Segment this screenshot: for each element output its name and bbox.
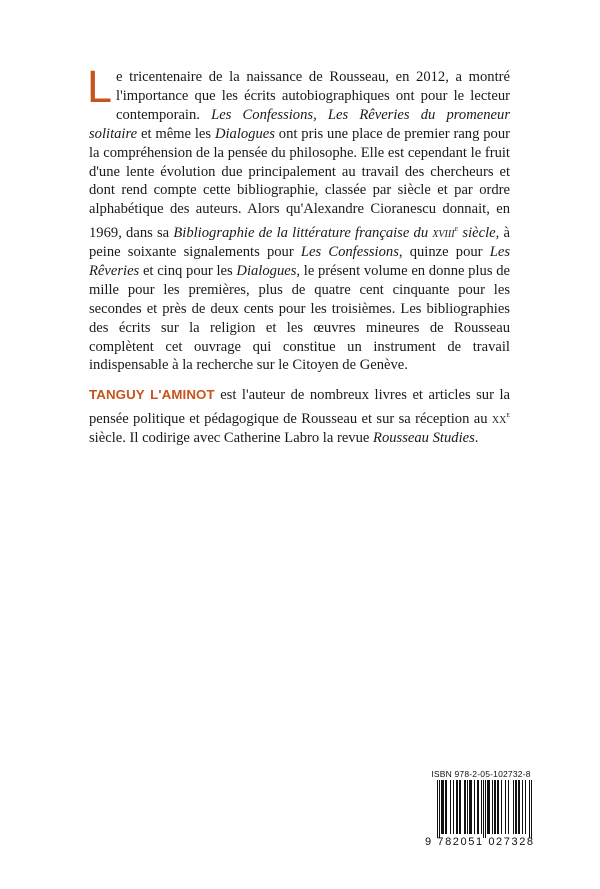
isbn-label: ISBN 978-2-05-102732-8 bbox=[431, 769, 531, 779]
barcode-bar bbox=[492, 780, 493, 834]
blurb-text-5: , quinze pour bbox=[398, 244, 490, 261]
barcode-bar bbox=[465, 780, 466, 834]
author-century bbox=[491, 408, 510, 427]
journal-title: Rousseau Studies bbox=[373, 429, 475, 446]
barcode-bar bbox=[516, 780, 517, 834]
blurb-century-word: siècle bbox=[458, 225, 496, 242]
author-bio bbox=[89, 386, 510, 448]
barcode-bar bbox=[497, 780, 498, 834]
ean-number: 9 782051 027328 bbox=[425, 836, 535, 848]
barcode-bar bbox=[439, 780, 440, 838]
blurb-text-2: et même les bbox=[137, 125, 215, 142]
barcode-bar bbox=[515, 780, 516, 834]
barcode-bar bbox=[485, 780, 486, 838]
barcode-bar bbox=[460, 780, 461, 834]
barcode-bar bbox=[478, 780, 479, 834]
blurb-text-4: , à peine soixante signalements pour bbox=[89, 225, 510, 261]
barcode-bars bbox=[425, 780, 537, 840]
blurb-title-6: Dialogues bbox=[236, 262, 297, 279]
barcode bbox=[425, 769, 537, 847]
blurb-century bbox=[432, 225, 458, 241]
barcode-bar bbox=[477, 780, 478, 834]
barcode-bar bbox=[442, 780, 443, 834]
blurb-title-3: Bibliographie de la littérature française du bbox=[173, 225, 433, 242]
blurb-text-7: , le présent volume en donne plus de mille pour les premières, plus de quatre cent cinquante pour les secondes et près de deux cents pour les troisièmes. Les bibliographies des écrits sur la religion et les œuvres mineures de Rousseau complètent cet ouvrage qui constitue un instrument de travail indispensable à la recherche sur le Citoyen de Genève. bbox=[89, 262, 510, 374]
barcode-bar bbox=[498, 780, 499, 834]
barcode-bar bbox=[443, 780, 444, 834]
barcode-bar bbox=[531, 780, 532, 838]
author-century-numeral: xx bbox=[491, 410, 507, 427]
barcode-bar bbox=[445, 780, 446, 834]
barcode-bar bbox=[529, 780, 530, 838]
barcode-bar bbox=[513, 780, 514, 834]
barcode-bar bbox=[519, 780, 520, 834]
barcode-bar bbox=[441, 780, 442, 834]
barcode-bar bbox=[457, 780, 458, 834]
author-text-2: siècle. Il codirige avec Catherine Labro la revue bbox=[89, 429, 374, 446]
blurb-text-6: et cinq pour les bbox=[139, 262, 237, 279]
barcode-bar bbox=[483, 780, 484, 838]
barcode-bar bbox=[488, 780, 489, 834]
author-text-1: est l'auteur de nombreux livres et articles sur la pensée politique et pédagogique de Rousseau et sur sa réception au bbox=[89, 387, 510, 427]
barcode-bar bbox=[481, 780, 482, 834]
barcode-bar bbox=[522, 780, 523, 834]
barcode-bar bbox=[464, 780, 465, 834]
barcode-bar bbox=[489, 780, 490, 834]
blurb-century-sup: e bbox=[454, 223, 459, 234]
barcode-bar bbox=[501, 780, 502, 834]
drop-cap: L bbox=[87, 61, 113, 112]
blurb-text-1: e tricentenaire de la naissance de Rousseau, en 2012, a montré l'importance que les écrits autobiographiques ont pour le lecteur contemporain. bbox=[116, 69, 510, 123]
barcode-bar bbox=[487, 780, 488, 834]
author-text-3: . bbox=[474, 429, 479, 446]
barcode-bar bbox=[467, 780, 468, 834]
barcode-bar bbox=[474, 780, 475, 834]
barcode-bar bbox=[494, 780, 495, 834]
barcode-bar bbox=[453, 780, 454, 834]
blurb-title-1: Les Confessions, Les Rêveries du promeneur solitaire bbox=[89, 106, 510, 142]
barcode-bar bbox=[525, 780, 526, 834]
barcode-bar bbox=[495, 780, 496, 834]
barcode-bar bbox=[469, 780, 470, 834]
barcode-bar bbox=[450, 780, 451, 834]
blurb-century-numeral: xviii bbox=[432, 225, 455, 242]
barcode-bar bbox=[505, 780, 506, 834]
barcode-bar bbox=[459, 780, 460, 834]
blurb-text-3: ont pris une place de premier rang pour la compréhension de la pensée du philosophe. Elle est cependant le fruit d'une lente évolution due principalement au travail des chercheurs et dont rend compte cette bibliographie, classée par siècle et par ordre alphabétique des auteurs. Alors qu'Alexandre Cioranescu donnait, en 1969, dans sa bbox=[89, 125, 510, 242]
blurb-title-5: Les Rêveries bbox=[89, 244, 510, 279]
barcode-bar bbox=[446, 780, 447, 834]
barcode-bar bbox=[437, 780, 438, 838]
barcode-bar bbox=[518, 780, 519, 834]
barcode-bar bbox=[471, 780, 472, 834]
author-century-sup: e bbox=[506, 408, 510, 419]
author-name: TANGUY L'AMINOT bbox=[89, 387, 215, 402]
barcode-bar bbox=[456, 780, 457, 834]
barcode-bar bbox=[470, 780, 471, 834]
blurb-title-4: Les Confessions bbox=[300, 244, 399, 261]
blurb-title-2: Dialogues bbox=[214, 125, 275, 142]
barcode-bar bbox=[508, 780, 509, 834]
blurb-paragraph bbox=[87, 61, 510, 375]
